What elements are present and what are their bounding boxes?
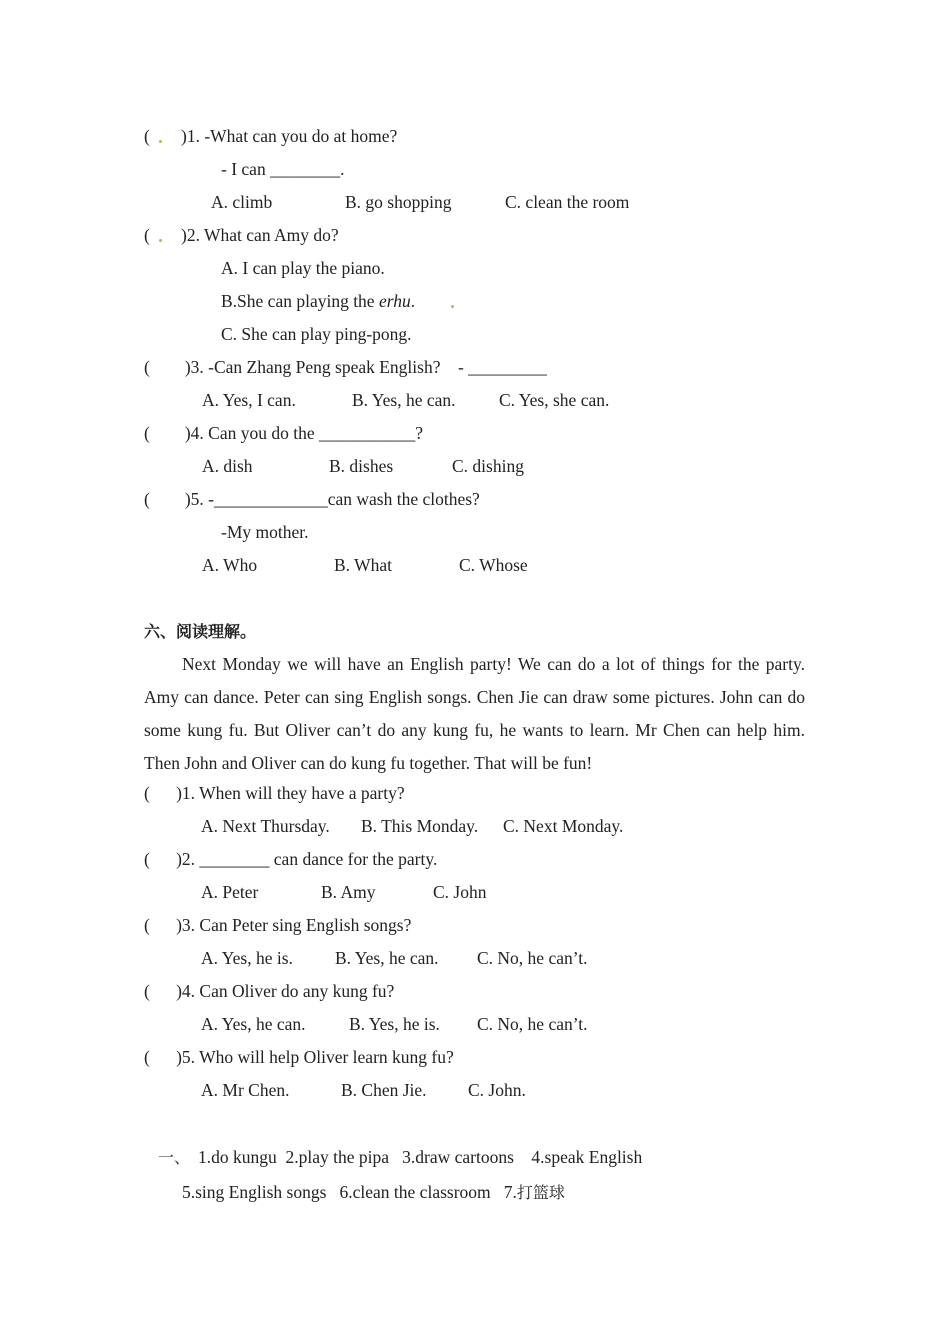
- option-b: B. Amy: [321, 882, 376, 902]
- option-c: C. Next Monday.: [503, 816, 624, 836]
- option-a: A. climb: [211, 192, 273, 212]
- option-c: C. dishing: [452, 456, 524, 476]
- option-a: A. dish: [202, 456, 253, 476]
- mark-dot: [451, 305, 454, 308]
- option-b: B. go shopping: [345, 192, 452, 212]
- option-b: B. Yes, he can.: [352, 390, 456, 410]
- option-c: C. John.: [468, 1080, 526, 1100]
- question-stem: ( )4. Can you do the ___________?: [144, 423, 423, 443]
- answers-line-2-text: 5.sing English songs 6.clean the classroom 7.: [182, 1182, 517, 1202]
- mark-dot: [159, 140, 162, 143]
- option-c: C. clean the room: [505, 192, 630, 212]
- question-stem: ( )3. Can Peter sing English songs?: [144, 915, 412, 935]
- option-b: B. What: [334, 555, 393, 575]
- answers-line-2: [182, 1181, 565, 1204]
- question-stem: ( )2. ________ can dance for the party.: [144, 849, 438, 869]
- option-c: C. John: [433, 882, 487, 902]
- option-a: A. Next Thursday.: [201, 816, 330, 836]
- question-paren: (: [144, 126, 150, 146]
- answers-line-1: 1.do kungu 2.play the pipa 3.draw cartoons 4.speak English: [198, 1147, 643, 1167]
- reading-passage: Next Monday we will have an English party! We can do a lot of things for the party. Amy can dance. Peter can sing English songs. Chen Jie can draw some pictures. John can do some kung fu. But Oliver can’t do any kung fu, he wants to learn. Mr Chen can help him. Then John and Oliver can do kung fu together. That will be fun!: [144, 654, 805, 773]
- question-stem: )2. What can Amy do?: [181, 225, 339, 245]
- option-b-end: .: [410, 291, 416, 311]
- option-c: C. No, he can’t.: [477, 948, 588, 968]
- option-a: A. Yes, he is.: [201, 948, 293, 968]
- option-b-italic: erhu: [378, 291, 411, 311]
- section-heading: 六、阅读理解。: [144, 622, 257, 641]
- mark-dot: [159, 239, 162, 242]
- answers-prefix: 一、: [158, 1148, 191, 1167]
- option-b: B. Yes, he is.: [349, 1014, 440, 1034]
- answer-line: - I can ________.: [221, 159, 345, 179]
- option-b: [221, 290, 415, 312]
- option-c: C. Yes, she can.: [499, 390, 610, 410]
- option-b: B. Chen Jie.: [341, 1080, 427, 1100]
- question-stem: )1. -What can you do at home?: [181, 126, 398, 146]
- option-c: C. She can play ping-pong.: [221, 324, 412, 344]
- question-stem: ( )5. -_____________can wash the clothes?: [144, 489, 480, 509]
- question-stem: ( )5. Who will help Oliver learn kung fu?: [144, 1047, 454, 1067]
- option-b: B. Yes, he can.: [335, 948, 439, 968]
- answer-line: -My mother.: [221, 522, 309, 542]
- option-b: B. This Monday.: [361, 816, 479, 836]
- option-c: C. Whose: [459, 555, 528, 575]
- option-a: A. Mr Chen.: [201, 1080, 290, 1100]
- option-a: A. Peter: [201, 882, 259, 902]
- option-b: B. dishes: [329, 456, 394, 476]
- option-a: A. I can play the piano.: [221, 258, 385, 278]
- option-b-text: B.She can playing the: [221, 291, 379, 311]
- question-stem: ( )1. When will they have a party?: [144, 783, 405, 803]
- option-c: C. No, he can’t.: [477, 1014, 588, 1034]
- question-stem: ( )3. -Can Zhang Peng speak English? - _________: [144, 357, 547, 377]
- option-a: A. Who: [202, 555, 258, 575]
- answers-line-2-cjk: 打篮球: [516, 1183, 565, 1202]
- question-paren: (: [144, 225, 150, 245]
- option-a: A. Yes, he can.: [201, 1014, 306, 1034]
- question-stem: ( )4. Can Oliver do any kung fu?: [144, 981, 395, 1001]
- option-a: A. Yes, I can.: [202, 390, 296, 410]
